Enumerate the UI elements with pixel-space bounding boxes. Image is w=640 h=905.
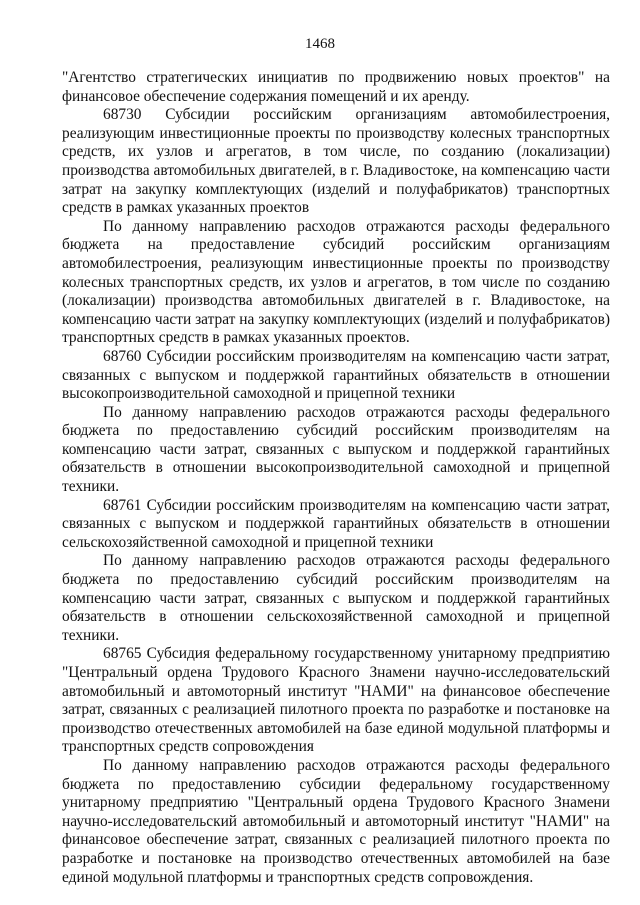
page-number: 1468 bbox=[305, 36, 335, 52]
document-body bbox=[62, 69, 610, 887]
paragraph-68761-description: По данному направлению расходов отражаются расходы федерального бюджета по предоставлению субсидий российским производителям на компенсацию части затрат, связанных с выпуском и поддержкой гарантийных обязательств в отношении сельскохозяйственной самоходной и прицепной техники. bbox=[62, 552, 610, 644]
paragraph-68730-description: По данному направлению расходов отражаются расходы федерального бюджета на предоставление субсидий российским организациям автомобилестроения, реализующим инвестиционные проекты по производству колесных транспортных средств, их узлов и агрегатов, в том числе по созданию (локализации) производства автомобильных двигателей в г. Владивостоке, на компенсацию части затрат на закупку комплектующих (изделий и полуфабрикатов) транспортных средств в рамках указанных проектов. bbox=[62, 217, 610, 347]
paragraph-68765-description: По данному направлению расходов отражаются расходы федерального бюджета по предоставлению субсидии федеральному государственному унитарному предприятию "Центральный ордена Трудового Красного Знамени научно-исследовательский автомобильный и автомоторный институт "НАМИ" на финансовое обеспечение затрат, связанных с реализацией пилотного проекта по разработке и постановке на производство отечественных автомобилей на базе единой модульной платформы и транспортных средств сопровождения. bbox=[62, 756, 610, 886]
paragraph-68760-heading: 68760 Субсидии российским производителям на компенсацию части затрат, связанных с выпуском и поддержкой гарантийных обязательств в отношении высокопроизводительной самоходной и прицепной техники bbox=[62, 347, 610, 403]
paragraph-68765-heading: 68765 Субсидия федеральному государственному унитарному предприятию "Центральный ордена Трудового Красного Знамени научно-исследовательский автомобильный и автомоторный институт "НАМИ" на финансовое обеспечение затрат, связанных с реализацией пилотного проекта по разработке и постановке на производство отечественных автомобилей на базе единой модульной платформы и транспортных средств сопровождения bbox=[62, 645, 610, 756]
paragraph-68761-heading: 68761 Субсидии российским производителям на компенсацию части затрат, связанных с выпуском и поддержкой гарантийных обязательств в отношении сельскохозяйственной самоходной и прицепной техники bbox=[62, 496, 610, 551]
paragraph-continuation: "Агентство стратегических инициатив по продвижению новых проектов" на финансовое обеспечение содержания помещений и их аренду. bbox=[62, 69, 610, 105]
paragraph-68730-heading: 68730 Субсидии российским организациям автомобилестроения, реализующим инвестиционные проекты по производству колесных транспортных средств, их узлов и агрегатов, в том числе, по созданию (локализации) производства автомобильных двигателей, в г. Владивостоке, на компенсацию части затрат на закупку комплектующих (изделий и полуфабрикатов) транспортных средств в рамках указанных проектов bbox=[62, 106, 610, 217]
paragraph-68760-description: По данному направлению расходов отражаются расходы федерального бюджета по предоставлению субсидий российским производителям на компенсацию части затрат, связанных с выпуском и поддержкой гарантийных обязательств в отношении высокопроизводительной самоходной и прицепной техники. bbox=[62, 403, 610, 496]
